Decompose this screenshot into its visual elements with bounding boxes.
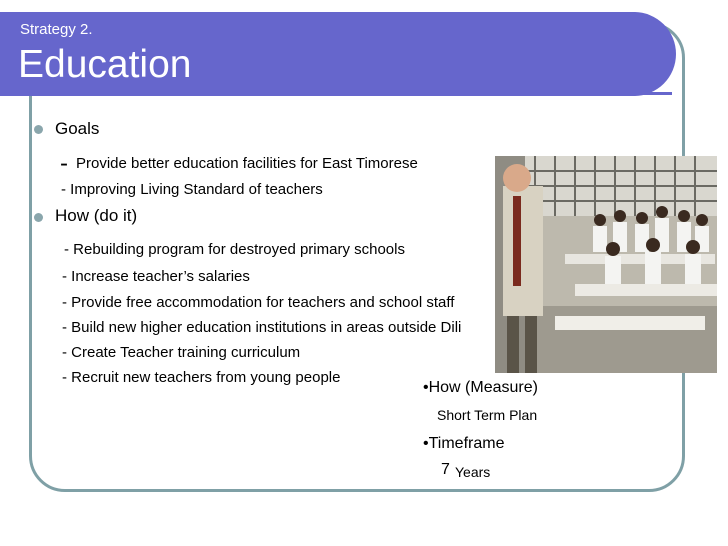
how-heading: How (do it) bbox=[55, 206, 138, 225]
how-item-5: - Create Teacher training curriculum bbox=[62, 344, 301, 361]
timeframe-label: •Timeframe bbox=[423, 435, 505, 452]
goal-item-2: - Improving Living Standard of teachers bbox=[61, 181, 323, 198]
slide-kicker: Strategy 2. bbox=[20, 21, 93, 38]
bullet-goals bbox=[34, 125, 43, 134]
how-item-2: - Increase teacher’s salaries bbox=[62, 268, 250, 285]
how-item-1: - Rebuilding program for destroyed primary schools bbox=[64, 241, 405, 258]
slide-title: Education bbox=[18, 43, 192, 86]
title-rule bbox=[14, 92, 672, 95]
how-item-6: - Recruit new teachers from young people bbox=[62, 369, 341, 386]
timeframe-number: 7 bbox=[441, 461, 450, 478]
how-item-4: - Build new higher education institutions in areas outside Dili bbox=[62, 319, 462, 336]
goal-dash: - bbox=[60, 150, 68, 177]
classroom-photo bbox=[495, 156, 717, 373]
bullet-how bbox=[34, 213, 43, 222]
how-item-3: - Provide free accommodation for teachers and school staff bbox=[62, 294, 455, 311]
measure-label: •How (Measure) bbox=[423, 379, 538, 396]
goal-item-1: Provide better education facilities for East Timorese bbox=[76, 155, 418, 172]
goals-heading: Goals bbox=[55, 119, 100, 138]
measure-value: Short Term Plan bbox=[437, 407, 538, 423]
timeframe-unit: Years bbox=[455, 464, 491, 480]
